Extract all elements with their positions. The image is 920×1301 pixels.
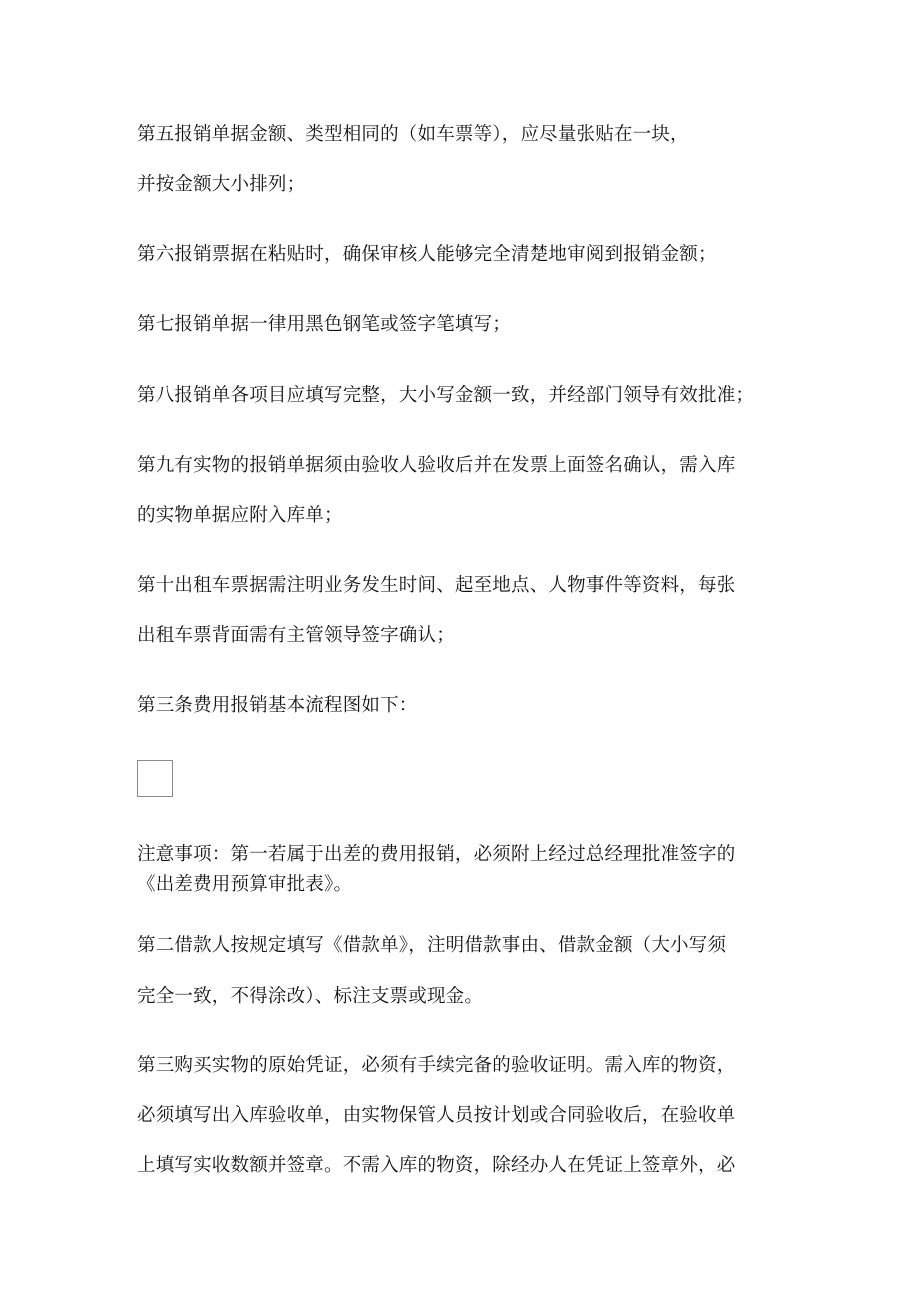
text-line: 第六报销票据在粘贴时，确保审核人能够完全清楚地审阅到报销金额；	[137, 244, 717, 265]
text-line: 第八报销单各项目应填写完整，大小写金额一致，并经部门领导有效批准；	[137, 385, 755, 406]
text-line: 并按金额大小排列；	[137, 174, 306, 195]
flowchart-image-placeholder	[137, 760, 173, 797]
text-line: 第七报销单据一律用黑色钢笔或签字笔填写；	[137, 314, 512, 335]
text-line: 《出差费用预算审批表》。	[137, 874, 353, 895]
text-line: 第五报销单据金额、类型相同的（如车票等），应尽量张贴在一块，	[137, 124, 689, 145]
text-line: 出租车票背面需有主管领导签字确认；	[137, 625, 455, 646]
text-line: 第十出租车票据需注明业务发生时间、起至地点、人物事件等资料，每张	[137, 575, 736, 596]
text-line: 注意事项：第一若属于出差的费用报销，必须附上经过总经理批准签字的	[137, 844, 736, 865]
text-line: 必须填写出入库验收单，由实物保管人员按计划或合同验收后，在验收单	[137, 1105, 736, 1126]
text-line: 上填写实收数额并签章。不需入库的物资，除经办人在凭证上签章外，必	[137, 1155, 736, 1176]
text-line: 的实物单据应附入库单；	[137, 505, 343, 526]
text-line: 第九有实物的报销单据须由验收人验收后并在发票上面签名确认，需入库	[137, 455, 736, 476]
text-line: 完全一致，不得涂改）、标注支票或现金。	[137, 986, 484, 1007]
text-line: 第三购买实物的原始凭证，必须有手续完备的验收证明。需入库的物资，	[137, 1055, 736, 1076]
text-line: 第三条费用报销基本流程图如下：	[137, 695, 418, 716]
text-line: 第二借款人按规定填写《借款单》，注明借款事由、借款金额（大小写须	[137, 935, 727, 956]
